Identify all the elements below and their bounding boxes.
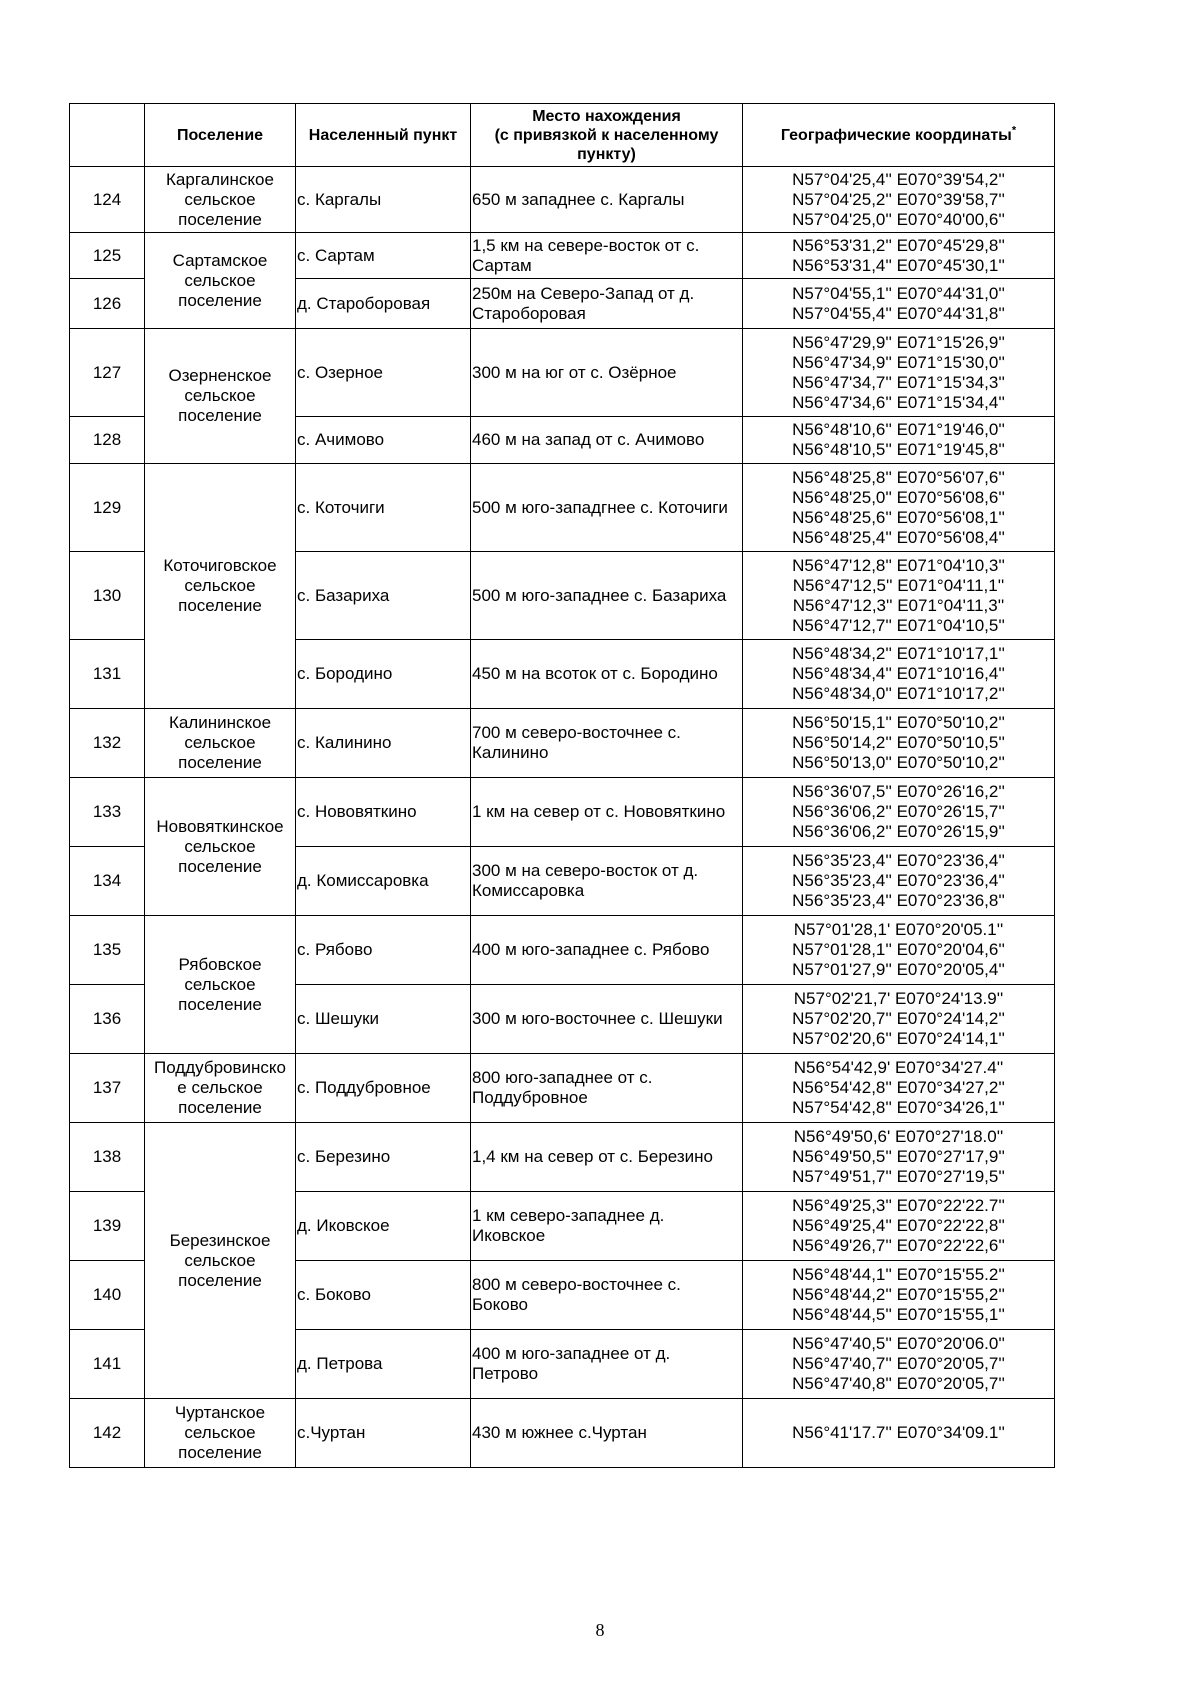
- coordinate-line: N56°36'06,2'' E070°26'15,9'': [792, 822, 1005, 841]
- location-cell: 460 м на запад от с. Ачимово: [471, 417, 743, 464]
- coordinate-line: N56°47'12,5'' E071°04'11,1'': [792, 575, 1005, 595]
- settlement-line: поселение: [178, 856, 262, 876]
- place-cell: с. Озерное: [296, 329, 471, 417]
- coordinate-line: N57°04'25,0'' E070°40'00,6'': [792, 209, 1005, 229]
- table-row: [70, 916, 1055, 985]
- coordinate-line: N56°54'42,8'' E070°34'27,2'': [792, 1078, 1005, 1097]
- coordinate-line: N56°47'34,6'' E071°15'34,4'': [792, 392, 1005, 412]
- settlement-line: сельское: [184, 189, 256, 209]
- coordinate-line: N56°50'13,0'' E070°50'10,2'': [792, 753, 1005, 772]
- table-row: [70, 329, 1055, 417]
- table-body: [70, 167, 1055, 1468]
- coordinates-cell: [743, 640, 1055, 709]
- coordinate-line: N57°02'20,6'' E070°24'14,1'': [792, 1029, 1005, 1048]
- table-row: [70, 1399, 1055, 1468]
- row-number: 141: [70, 1330, 145, 1399]
- settlement-line: Каргалинское: [166, 169, 274, 189]
- coordinate-line: N57°04'25,4'' E070°39'54,2'': [792, 169, 1005, 189]
- header-location-line: пункту): [577, 145, 636, 163]
- row-number: 129: [70, 464, 145, 552]
- settlement-line: сельское: [184, 836, 256, 856]
- coordinate-line: N56°53'31,2'' E070°45'29,8'': [792, 235, 1005, 255]
- row-number: 139: [70, 1192, 145, 1261]
- table-row: [70, 1054, 1055, 1123]
- settlement-cell: [145, 1123, 296, 1399]
- table-row: [70, 233, 1055, 279]
- coordinates-cell: [743, 1399, 1055, 1468]
- coordinates-cell: [743, 552, 1055, 640]
- coordinate-line: N56°47'29,9'' E071°15'26,9'': [792, 332, 1005, 352]
- coordinates-cell: [743, 709, 1055, 778]
- settlement-line: поселение: [178, 209, 262, 229]
- place-cell: с. Калинино: [296, 709, 471, 778]
- coordinate-line: N56°48'44,1'' E070°15'55.2'': [792, 1265, 1005, 1284]
- settlement-line: поселение: [178, 406, 262, 425]
- coordinates-cell: [743, 985, 1055, 1054]
- settlement-line: сельское: [184, 733, 256, 752]
- coordinates-table: [69, 103, 1055, 1468]
- footnote-mark: *: [1011, 124, 1017, 137]
- settlement-line: Коточиговское: [163, 556, 277, 575]
- coordinates-cell: [743, 778, 1055, 847]
- coordinate-line: N56°35'23,4'' E070°23'36,8'': [792, 891, 1005, 910]
- coordinate-line: N56°48'34,2'' E071°10'17,1'': [792, 644, 1005, 663]
- coordinates-cell: [743, 233, 1055, 279]
- row-number: 140: [70, 1261, 145, 1330]
- row-number: 126: [70, 279, 145, 329]
- coordinate-line: N56°48'34,0'' E071°10'17,2'': [792, 684, 1005, 703]
- settlement-cell: [145, 233, 296, 329]
- coordinate-line: N56°47'12,7'' E071°04'10,5'': [792, 615, 1005, 635]
- settlement-line: сельское: [184, 270, 256, 290]
- place-cell: с. Нововяткино: [296, 778, 471, 847]
- coordinate-line: N56°49'25,4'' E070°22'22,8'': [792, 1216, 1005, 1235]
- coordinates-cell: [743, 847, 1055, 916]
- coordinate-line: N56°53'31,4'' E070°45'30,1'': [792, 255, 1005, 275]
- settlement-line: сельское: [184, 386, 256, 405]
- location-cell: 700 м северо-восточнее с. Калинино: [471, 709, 743, 778]
- coordinate-line: N56°35'23,4'' E070°23'36,4'': [792, 851, 1005, 870]
- coordinate-line: N56°36'06,2'' E070°26'15,7'': [792, 802, 1005, 821]
- row-number: 138: [70, 1123, 145, 1192]
- settlement-line: поселение: [178, 596, 262, 615]
- coordinates-cell: [743, 1054, 1055, 1123]
- coordinate-line: N57°01'27,9'' E070°20'05,4'': [792, 960, 1005, 979]
- coordinate-line: N56°49'50,5'' E070°27'17,9'': [792, 1147, 1005, 1166]
- coordinate-line: N56°49'50,6' E070°27'18.0'': [793, 1127, 1004, 1146]
- coordinate-line: N57°02'20,7'' E070°24'14,2'': [792, 1009, 1005, 1028]
- location-cell: 1 км северо-западнее д. Иковское: [471, 1192, 743, 1261]
- header-location: [471, 104, 743, 167]
- coordinate-line: N56°49'26,7'' E070°22'22,6'': [792, 1236, 1005, 1255]
- location-cell: 1,4 км на север от с. Березино: [471, 1123, 743, 1192]
- place-cell: с. Сартам: [296, 233, 471, 279]
- row-number: 137: [70, 1054, 145, 1123]
- coordinate-line: N56°48'34,4'' E071°10'16,4'': [792, 664, 1005, 683]
- settlement-line: поселение: [178, 994, 262, 1014]
- settlement-line: Озерненское: [168, 366, 272, 385]
- settlement-line: сельское: [184, 974, 256, 994]
- coordinates-cell: [743, 167, 1055, 233]
- header-location-line: (с привязкой к населенному: [494, 126, 719, 144]
- coordinate-line: N56°49'25,3'' E070°22'22.7'': [792, 1196, 1005, 1215]
- settlement-line: сельское: [184, 576, 256, 595]
- page-number: 8: [595, 1620, 605, 1640]
- row-number: 131: [70, 640, 145, 709]
- row-number: 127: [70, 329, 145, 417]
- coordinate-line: N56°48'44,5'' E070°15'55,1'': [792, 1305, 1005, 1324]
- coordinate-line: N56°47'40,5'' E070°20'06.0'': [792, 1334, 1005, 1353]
- place-cell: д. Комиссаровка: [296, 847, 471, 916]
- location-cell: 450 м на всоток от с. Бородино: [471, 640, 743, 709]
- coordinate-line: N56°50'15,1'' E070°50'10,2'': [792, 713, 1005, 732]
- location-cell: 400 м юго-западнее с. Рябово: [471, 916, 743, 985]
- row-number: 125: [70, 233, 145, 279]
- settlement-cell: [145, 916, 296, 1054]
- row-number: 128: [70, 417, 145, 464]
- table-row: [70, 1123, 1055, 1192]
- coordinates-cell: [743, 916, 1055, 985]
- location-cell: 300 м юго-восточнее с. Шешуки: [471, 985, 743, 1054]
- header-coordinates: [743, 104, 1055, 167]
- table-row: [70, 464, 1055, 552]
- row-number: 132: [70, 709, 145, 778]
- row-number: 130: [70, 552, 145, 640]
- place-cell: д. Петрова: [296, 1330, 471, 1399]
- settlement-cell: [145, 1054, 296, 1123]
- coordinates-cell: [743, 329, 1055, 417]
- settlement-line: поселение: [178, 753, 262, 772]
- coordinate-line: N57°49'51,7'' E070°27'19,5'': [792, 1167, 1005, 1186]
- coordinate-line: N56°41'17.7'' E070°34'09.1'': [792, 1423, 1005, 1442]
- coordinate-line: N56°35'23,4'' E070°23'36,4'': [792, 871, 1005, 890]
- coordinates-cell: [743, 1261, 1055, 1330]
- settlement-line: Рябовское: [178, 954, 262, 974]
- settlement-line: Поддубровинско: [154, 1058, 286, 1077]
- coordinate-line: N56°54'42,9' E070°34'27.4'': [793, 1058, 1004, 1077]
- location-cell: 300 м на северо-восток от д. Комиссаровка: [471, 847, 743, 916]
- coordinate-line: N57°04'55,1'' E070°44'31,0'': [792, 283, 1005, 303]
- header-location-line: Место нахождения: [532, 107, 681, 125]
- settlement-line: сельское: [184, 1250, 256, 1270]
- coordinates-cell: [743, 417, 1055, 464]
- place-cell: с. Ачимово: [296, 417, 471, 464]
- settlement-line: поселение: [178, 1443, 262, 1462]
- location-cell: 430 м южнее с.Чуртан: [471, 1399, 743, 1468]
- settlement-line: поселение: [178, 1098, 262, 1117]
- settlement-line: Нововяткинское: [156, 816, 284, 836]
- table-row: [70, 709, 1055, 778]
- settlement-line: Чуртанское: [174, 1403, 266, 1422]
- location-cell: 650 м западнее с. Каргалы: [471, 167, 743, 233]
- coordinate-line: N56°48'25,4'' E070°56'08,4'': [792, 527, 1005, 547]
- coordinate-line: N56°48'25,8'' E070°56'07,6'': [792, 467, 1005, 487]
- coordinate-line: N56°47'34,7'' E071°15'34,3'': [792, 372, 1005, 392]
- coordinates-cell: [743, 1330, 1055, 1399]
- row-number: 136: [70, 985, 145, 1054]
- settlement-line: Калининское: [168, 713, 272, 732]
- coordinate-line: N56°48'25,6'' E070°56'08,1'': [792, 507, 1005, 527]
- coordinate-line: N57°54'42,8'' E070°34'26,1'': [792, 1098, 1005, 1117]
- location-cell: 400 м юго-западнее от д. Петрово: [471, 1330, 743, 1399]
- coordinate-line: N56°48'44,2'' E070°15'55,2'': [792, 1285, 1005, 1304]
- place-cell: с. Базариха: [296, 552, 471, 640]
- place-cell: с. Рябово: [296, 916, 471, 985]
- table-row: [70, 778, 1055, 847]
- row-number: 133: [70, 778, 145, 847]
- place-cell: с.Чуртан: [296, 1399, 471, 1468]
- header-coordinates-label: Географические координаты: [780, 126, 1012, 144]
- location-cell: 300 м на юг от с. Озёрное: [471, 329, 743, 417]
- coordinate-line: N56°47'12,3'' E071°04'11,3'': [792, 595, 1005, 615]
- coordinate-line: N56°47'34,9'' E071°15'30,0'': [792, 352, 1005, 372]
- coordinates-cell: [743, 1192, 1055, 1261]
- table-header-row: [70, 104, 1055, 167]
- coordinate-line: N56°47'12,8'' E071°04'10,3'': [792, 555, 1005, 575]
- settlement-cell: [145, 778, 296, 916]
- location-cell: 1 км на север от с. Нововяткино: [471, 778, 743, 847]
- location-cell: 500 м юго-западнее с. Базариха: [471, 552, 743, 640]
- coordinates-cell: [743, 279, 1055, 329]
- coordinate-line: N56°47'40,8'' E070°20'05,7'': [792, 1374, 1005, 1393]
- settlement-cell: [145, 1399, 296, 1468]
- place-cell: с. Каргалы: [296, 167, 471, 233]
- coordinate-line: N57°04'55,4'' E070°44'31,8'': [792, 303, 1005, 323]
- place-cell: д. Староборовая: [296, 279, 471, 329]
- coordinate-line: N56°48'10,5'' E071°19'45,8'': [792, 440, 1005, 459]
- coordinate-line: N57°04'25,2'' E070°39'58,7'': [792, 189, 1005, 209]
- place-cell: с. Березино: [296, 1123, 471, 1192]
- coordinate-line: N56°36'07,5'' E070°26'16,2'': [792, 782, 1005, 801]
- settlement-cell: [145, 329, 296, 464]
- coordinate-line: N56°48'25,0'' E070°56'08,6'': [792, 487, 1005, 507]
- location-cell: 500 м юго-западгнее с. Коточиги: [471, 464, 743, 552]
- row-number: 134: [70, 847, 145, 916]
- place-cell: с. Бородино: [296, 640, 471, 709]
- settlement-line: Березинское: [169, 1230, 271, 1250]
- place-cell: с. Шешуки: [296, 985, 471, 1054]
- coordinate-line: N57°01'28,1'' E070°20'04,6'': [792, 940, 1005, 959]
- coordinate-line: N56°50'14,2'' E070°50'10,5'': [792, 733, 1005, 752]
- table-row: [70, 167, 1055, 233]
- header-settlement: Поселение: [145, 104, 296, 167]
- location-cell: 250м на Северо-Запад от д. Староборовая: [471, 279, 743, 329]
- place-cell: с. Коточиги: [296, 464, 471, 552]
- header-place: Населенный пункт: [296, 104, 471, 167]
- settlement-cell: [145, 167, 296, 233]
- settlement-line: Сартамское: [172, 250, 268, 270]
- coordinate-line: N57°02'21,7' E070°24'13.9'': [793, 989, 1004, 1008]
- place-cell: с. Боково: [296, 1261, 471, 1330]
- settlement-line: е сельское: [177, 1078, 263, 1097]
- settlement-cell: [145, 709, 296, 778]
- row-number: 135: [70, 916, 145, 985]
- settlement-line: поселение: [178, 290, 262, 310]
- settlement-line: сельское: [184, 1423, 256, 1442]
- place-cell: д. Иковское: [296, 1192, 471, 1261]
- header-number: [70, 104, 145, 167]
- location-cell: 1,5 км на севере-восток от с. Сартам: [471, 233, 743, 279]
- coordinates-cell: [743, 464, 1055, 552]
- coordinates-cell: [743, 1123, 1055, 1192]
- row-number: 142: [70, 1399, 145, 1468]
- coordinate-line: N56°47'40,7'' E070°20'05,7'': [792, 1354, 1005, 1373]
- location-cell: 800 юго-западнее от с. Поддубровное: [471, 1054, 743, 1123]
- coordinate-line: N57°01'28,1' E070°20'05.1'': [793, 920, 1004, 939]
- settlement-line: поселение: [178, 1270, 262, 1290]
- place-cell: с. Поддубровное: [296, 1054, 471, 1123]
- location-cell: 800 м северо-восточнее с. Боково: [471, 1261, 743, 1330]
- coordinate-line: N56°48'10,6'' E071°19'46,0'': [792, 420, 1005, 439]
- settlement-cell: [145, 464, 296, 709]
- row-number: 124: [70, 167, 145, 233]
